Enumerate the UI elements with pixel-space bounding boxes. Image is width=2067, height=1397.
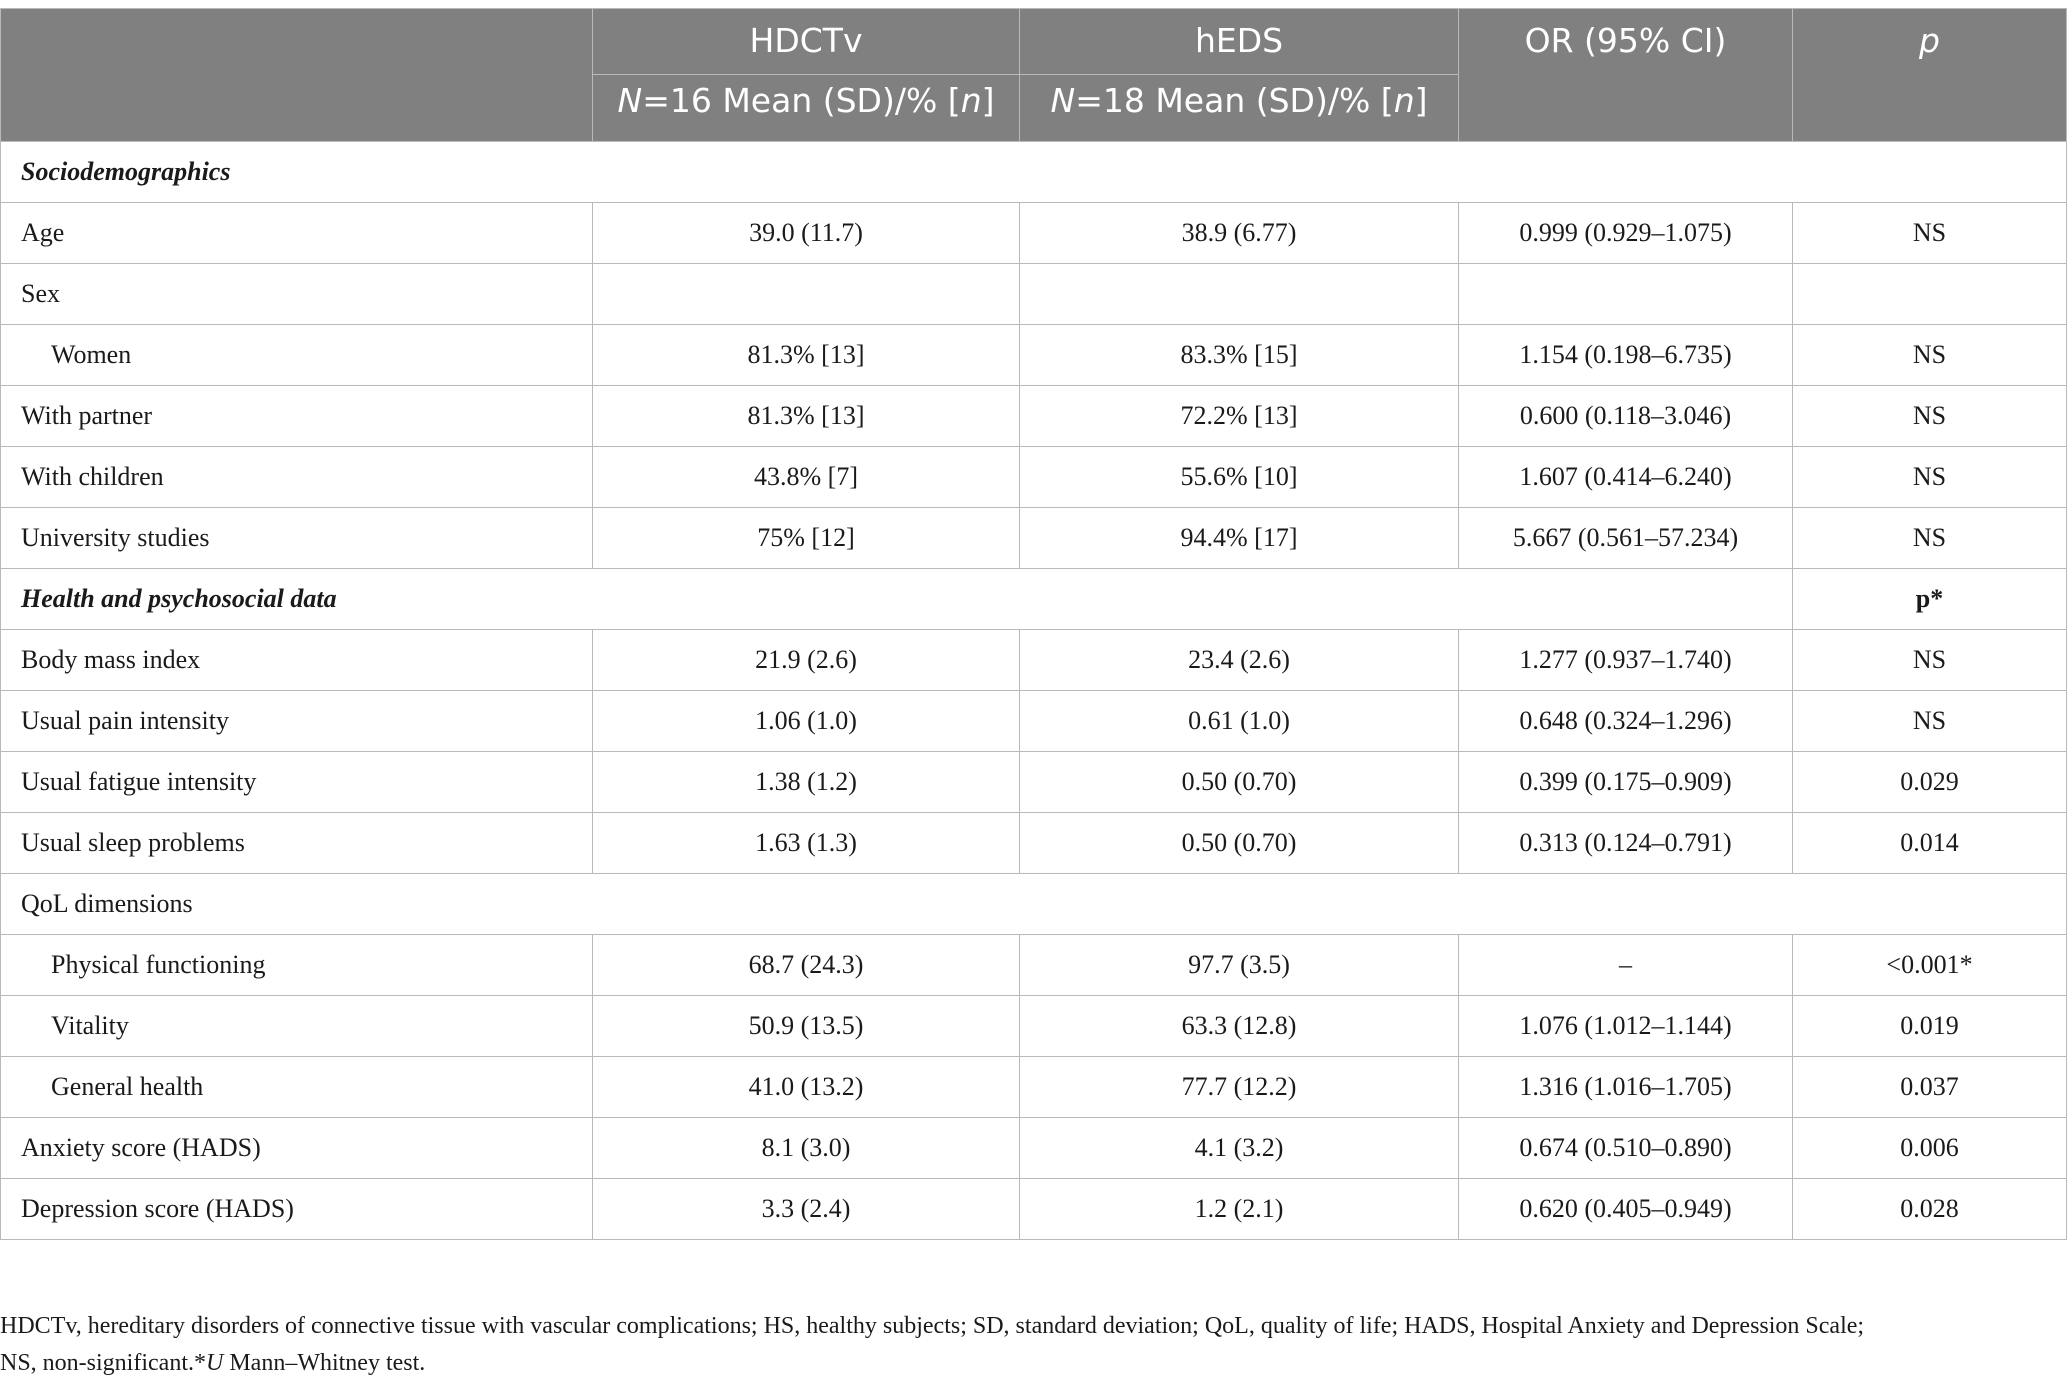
table-row (1, 813, 2067, 874)
hdctv-value (593, 264, 1020, 325)
or-value: 1.277 (0.937–1.740) (1459, 630, 1793, 691)
heds-header: hEDS (1020, 9, 1459, 75)
hdctv-value: 3.3 (2.4) (593, 1179, 1020, 1240)
hdctv-value: 1.06 (1.0) (593, 691, 1020, 752)
row-label: Anxiety score (HADS) (1, 1118, 593, 1179)
section-title: Sociodemographics (1, 142, 2067, 203)
row-label: Usual fatigue intensity (1, 752, 593, 813)
hdctv-value: 1.38 (1.2) (593, 752, 1020, 813)
heds-value: 0.61 (1.0) (1020, 691, 1459, 752)
row-label: With children (1, 447, 593, 508)
p-value: 0.019 (1793, 996, 2067, 1057)
heds-value: 38.9 (6.77) (1020, 203, 1459, 264)
footnote-line-2: NS, non-significant.*U Mann–Whitney test. (0, 1350, 426, 1376)
row-label: University studies (1, 508, 593, 569)
row-label: Physical functioning (1, 935, 593, 996)
table-row (1, 386, 2067, 447)
section-row (1, 569, 2067, 630)
or-value: – (1459, 935, 1793, 996)
p-value: 0.037 (1793, 1057, 2067, 1118)
or-value (1459, 264, 1793, 325)
p-value (1793, 264, 2067, 325)
row-label: Body mass index (1, 630, 593, 691)
hdctv-value: 43.8% [7] (593, 447, 1020, 508)
heds-value (1020, 264, 1459, 325)
or-value: 5.667 (0.561–57.234) (1459, 508, 1793, 569)
p-value: 0.029 (1793, 752, 2067, 813)
hdctv-value: 81.3% [13] (593, 325, 1020, 386)
or-value: 0.620 (0.405–0.949) (1459, 1179, 1793, 1240)
hdctv-value: 75% [12] (593, 508, 1020, 569)
row-label: General health (1, 1057, 593, 1118)
heds-value: 0.50 (0.70) (1020, 813, 1459, 874)
heds-value: 94.4% [17] (1020, 508, 1459, 569)
results-table (0, 8, 2067, 1240)
hdctv-value: 21.9 (2.6) (593, 630, 1020, 691)
table-row (1, 1057, 2067, 1118)
table-row (1, 1118, 2067, 1179)
footnote-line-1: HDCTv, hereditary disorders of connective tissue with vascular complications; HS, healthy subjects; SD, standard deviation; QoL, quality of life; HADS, Hospital Anxiety and Depression Scale; (0, 1313, 1865, 1339)
p-value: NS (1793, 508, 2067, 569)
row-label: Women (1, 325, 593, 386)
row-label: Usual pain intensity (1, 691, 593, 752)
heds-n-header: N=18 Mean (SD)/% [n] (1020, 75, 1459, 142)
or-value: 1.316 (1.016–1.705) (1459, 1057, 1793, 1118)
table-body (1, 142, 2067, 1240)
hdctv-value: 39.0 (11.7) (593, 203, 1020, 264)
or-value: 1.607 (0.414–6.240) (1459, 447, 1793, 508)
p-star-label: p* (1793, 569, 2067, 630)
heds-value: 63.3 (12.8) (1020, 996, 1459, 1057)
heds-value: 77.7 (12.2) (1020, 1057, 1459, 1118)
p-value: NS (1793, 386, 2067, 447)
table-row (1, 264, 2067, 325)
row-label: Age (1, 203, 593, 264)
table-row (1, 996, 2067, 1057)
p-value: 0.014 (1793, 813, 2067, 874)
table-row (1, 1179, 2067, 1240)
table-row (1, 752, 2067, 813)
table-row (1, 508, 2067, 569)
hdctv-n-header: N=16 Mean (SD)/% [n] (593, 75, 1020, 142)
table-row (1, 935, 2067, 996)
or-value: 0.674 (0.510–0.890) (1459, 1118, 1793, 1179)
heds-value: 97.7 (3.5) (1020, 935, 1459, 996)
p-value: <0.001* (1793, 935, 2067, 996)
table-row (1, 874, 2067, 935)
heds-value: 23.4 (2.6) (1020, 630, 1459, 691)
p-value: NS (1793, 325, 2067, 386)
or-value: 0.999 (0.929–1.075) (1459, 203, 1793, 264)
table-header (1, 9, 2067, 142)
hdctv-value: 1.63 (1.3) (593, 813, 1020, 874)
hdctv-header: HDCTv (593, 9, 1020, 75)
table-row (1, 203, 2067, 264)
p-value: 0.006 (1793, 1118, 2067, 1179)
or-header: OR (95% CI) (1459, 9, 1793, 142)
p-header: p (1793, 9, 2067, 142)
or-value: 0.399 (0.175–0.909) (1459, 752, 1793, 813)
hdctv-value: 50.9 (13.5) (593, 996, 1020, 1057)
or-value: 1.154 (0.198–6.735) (1459, 325, 1793, 386)
or-value: 0.600 (0.118–3.046) (1459, 386, 1793, 447)
section-title: Health and psychosocial data (1, 569, 1793, 630)
row-label: Depression score (HADS) (1, 1179, 593, 1240)
variable-header (1, 9, 593, 142)
heds-value: 72.2% [13] (1020, 386, 1459, 447)
table-row (1, 630, 2067, 691)
heds-value: 0.50 (0.70) (1020, 752, 1459, 813)
table-footnote (0, 1308, 2067, 1382)
row-label: Vitality (1, 996, 593, 1057)
hdctv-value: 68.7 (24.3) (593, 935, 1020, 996)
p-value: NS (1793, 447, 2067, 508)
p-value: NS (1793, 691, 2067, 752)
hdctv-value: 8.1 (3.0) (593, 1118, 1020, 1179)
p-value: 0.028 (1793, 1179, 2067, 1240)
group-label: QoL dimensions (1, 874, 2067, 935)
heds-value: 83.3% [15] (1020, 325, 1459, 386)
heds-value: 1.2 (2.1) (1020, 1179, 1459, 1240)
hdctv-value: 41.0 (13.2) (593, 1057, 1020, 1118)
table-row (1, 325, 2067, 386)
heds-value: 55.6% [10] (1020, 447, 1459, 508)
p-value: NS (1793, 630, 2067, 691)
row-label: With partner (1, 386, 593, 447)
or-value: 0.313 (0.124–0.791) (1459, 813, 1793, 874)
hdctv-value: 81.3% [13] (593, 386, 1020, 447)
section-row (1, 142, 2067, 203)
heds-value: 4.1 (3.2) (1020, 1118, 1459, 1179)
table-row (1, 691, 2067, 752)
row-label: Usual sleep problems (1, 813, 593, 874)
or-value: 0.648 (0.324–1.296) (1459, 691, 1793, 752)
row-label: Sex (1, 264, 593, 325)
table-row (1, 447, 2067, 508)
p-value: NS (1793, 203, 2067, 264)
or-value: 1.076 (1.012–1.144) (1459, 996, 1793, 1057)
